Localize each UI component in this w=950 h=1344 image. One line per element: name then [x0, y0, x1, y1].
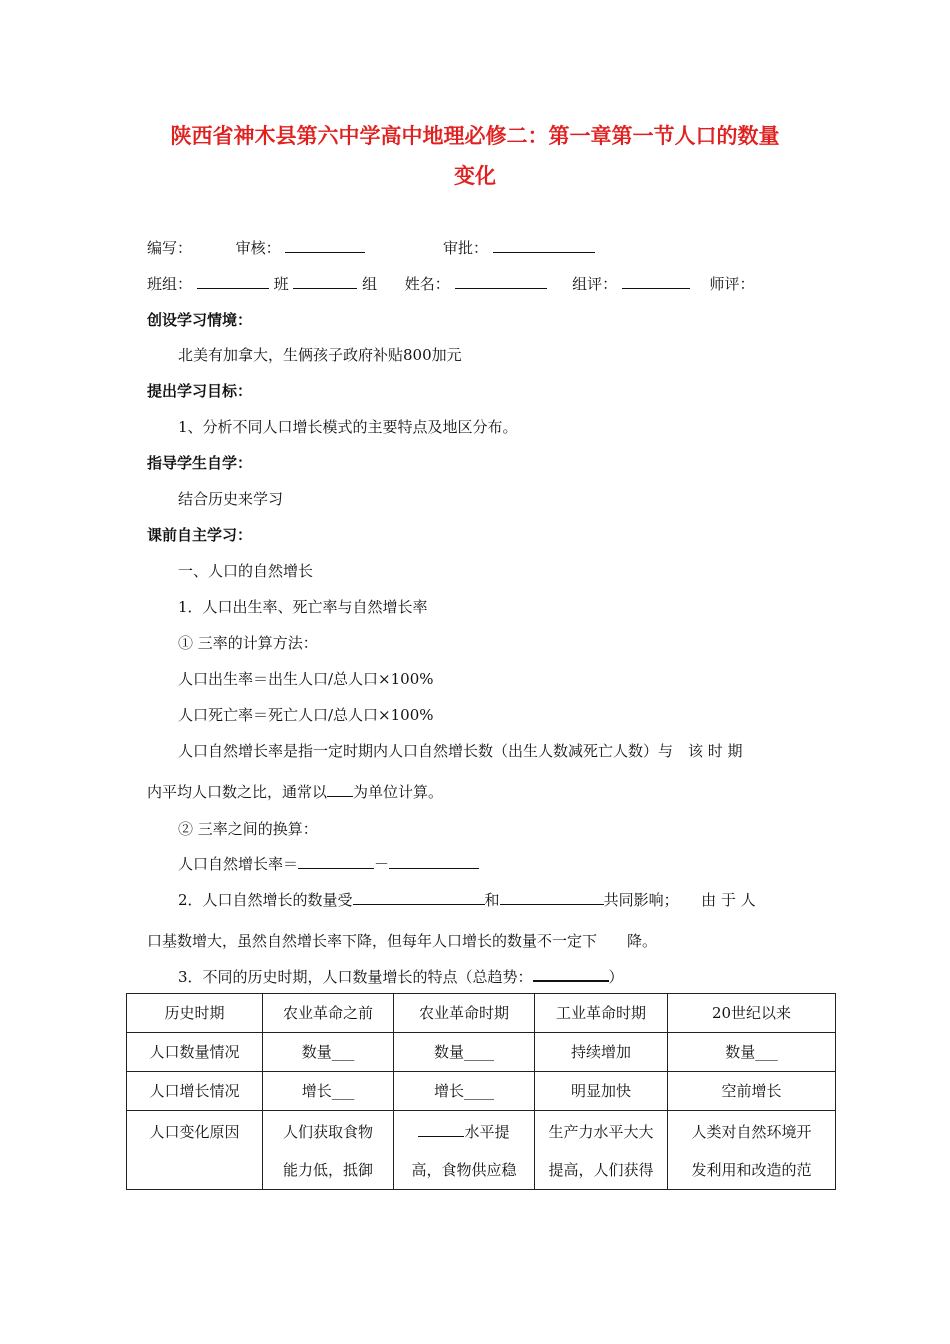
content-line: 人口自然增长率是指一定时期内人口自然增长数（出生人数减死亡人数）与 该 时 期	[178, 742, 743, 760]
table-cell[interactable]: 增长____	[394, 1072, 535, 1111]
trend-blank[interactable]	[533, 964, 609, 982]
situation-text: 北美有加拿大，生俩孩子政府补贴800加元	[178, 346, 462, 364]
class-blank[interactable]	[197, 272, 269, 289]
content-line: ① 三率的计算方法：	[178, 634, 318, 652]
cell-line: 提高，人们获得	[548, 1161, 654, 1179]
cell-line: 人类对自然环境开	[691, 1123, 812, 1141]
table-cell: 人口数量情况	[127, 1033, 263, 1072]
content-text: 人口自然增长率＝	[178, 855, 299, 873]
cell-line	[398, 1113, 530, 1151]
table-cell[interactable]: 数量___	[668, 1033, 836, 1072]
table-cell	[668, 1111, 836, 1190]
table-cell[interactable]: 数量___	[263, 1033, 394, 1072]
content-line	[178, 964, 624, 988]
table-row	[127, 1111, 836, 1190]
table-cell: 人口增长情况	[127, 1072, 263, 1111]
table-cell: 明显加快	[535, 1072, 668, 1111]
factor-1-blank[interactable]	[353, 888, 485, 905]
reviewer-label: 审核：	[235, 239, 281, 257]
cell-line: 生产力水平大大	[548, 1123, 654, 1141]
name-label: 姓名：	[404, 275, 450, 293]
content-text: 和	[484, 891, 500, 909]
group-eval-blank[interactable]	[622, 272, 690, 289]
cell-text: 水平提	[464, 1123, 510, 1141]
selfstudy-guide-text: 结合历史来学习	[178, 490, 284, 508]
content-line: 1．人口出生率、死亡率与自然增长率	[178, 598, 428, 616]
teacher-eval-label: 师评：	[709, 275, 755, 293]
group-eval-label: 组评：	[572, 275, 618, 293]
name-blank[interactable]	[455, 272, 547, 289]
content-line	[147, 780, 443, 803]
cell-line: 高，食物供应稳	[411, 1161, 517, 1179]
table-cell	[394, 1111, 535, 1190]
content-text: 共同影响； 由 于 人	[603, 891, 756, 909]
reviewer-blank[interactable]	[285, 236, 365, 253]
birth-rate-blank[interactable]	[298, 852, 374, 869]
content-line: 人口死亡率＝死亡人口/总人口×100%	[178, 706, 434, 724]
header-row-2	[147, 272, 754, 295]
death-rate-blank[interactable]	[389, 852, 479, 869]
table-header-cell: 20世纪以来	[668, 994, 836, 1033]
cell-line: 能力低，抵御	[282, 1161, 373, 1179]
content-line	[178, 888, 756, 911]
table-cell	[263, 1111, 394, 1190]
author-label: 编写：	[147, 239, 193, 257]
table-header-row	[127, 994, 836, 1033]
table-header-cell: 农业革命之前	[263, 994, 394, 1033]
table-cell	[535, 1111, 668, 1190]
content-text: －	[374, 855, 390, 873]
section-heading-situation: 创设学习情境：	[147, 311, 253, 329]
document-title-line1: 陕西省神木县第六中学高中地理必修二：第一章第一节人口的数量	[170, 124, 780, 148]
section-heading-selfstudy-guide: 指导学生自学：	[147, 454, 253, 472]
approver-blank[interactable]	[493, 236, 595, 253]
header-row-1	[147, 236, 595, 259]
cell-line: 发利用和改造的范	[691, 1161, 812, 1179]
factor-2-blank[interactable]	[500, 888, 604, 905]
content-text: 3．不同的历史时期，人口数量增长的特点（总趋势：	[178, 968, 533, 986]
content-line	[178, 852, 479, 875]
content-line: 口基数增大，虽然自然增长率下降，但每年人口增长的数量不一定下 降。	[147, 932, 658, 950]
cell-line: 人们获取食物	[282, 1123, 373, 1141]
content-line: 人口出生率＝出生人口/总人口×100%	[178, 670, 434, 688]
class-suffix: 班	[273, 275, 289, 293]
table-cell[interactable]: 增长___	[263, 1072, 394, 1111]
table-cell[interactable]: 数量____	[394, 1033, 535, 1072]
section-heading-preclass: 课前自主学习：	[147, 526, 253, 544]
table-header-cell: 历史时期	[127, 994, 263, 1033]
section-heading-goals: 提出学习目标：	[147, 382, 253, 400]
table-cell: 持续增加	[535, 1033, 668, 1072]
productivity-blank[interactable]	[418, 1120, 464, 1137]
group-suffix: 组	[362, 275, 378, 293]
document-title-line2: 变化	[454, 164, 496, 188]
goal-text: 1、分析不同人口增长模式的主要特点及地区分布。	[178, 418, 518, 436]
content-text: 内平均人口数之比，通常以	[147, 783, 328, 801]
approver-label: 审批：	[442, 239, 488, 257]
class-label: 班组：	[147, 275, 193, 293]
content-line: ② 三率之间的换算：	[178, 820, 318, 838]
table-cell: 人口变化原因	[127, 1111, 263, 1190]
table-row	[127, 1072, 836, 1111]
content-text: 2．人口自然增长的数量受	[178, 891, 353, 909]
group-blank[interactable]	[293, 272, 357, 289]
table-header-cell: 工业革命时期	[535, 994, 668, 1033]
table-cell: 空前增长	[668, 1072, 836, 1111]
table-row	[127, 1033, 836, 1072]
unit-blank[interactable]	[327, 780, 353, 797]
content-line: 一、人口的自然增长	[178, 562, 314, 580]
population-history-table	[126, 993, 836, 1190]
content-text: 为单位计算。	[353, 783, 444, 801]
content-text: ）	[608, 968, 624, 986]
table-header-cell: 农业革命时期	[394, 994, 535, 1033]
